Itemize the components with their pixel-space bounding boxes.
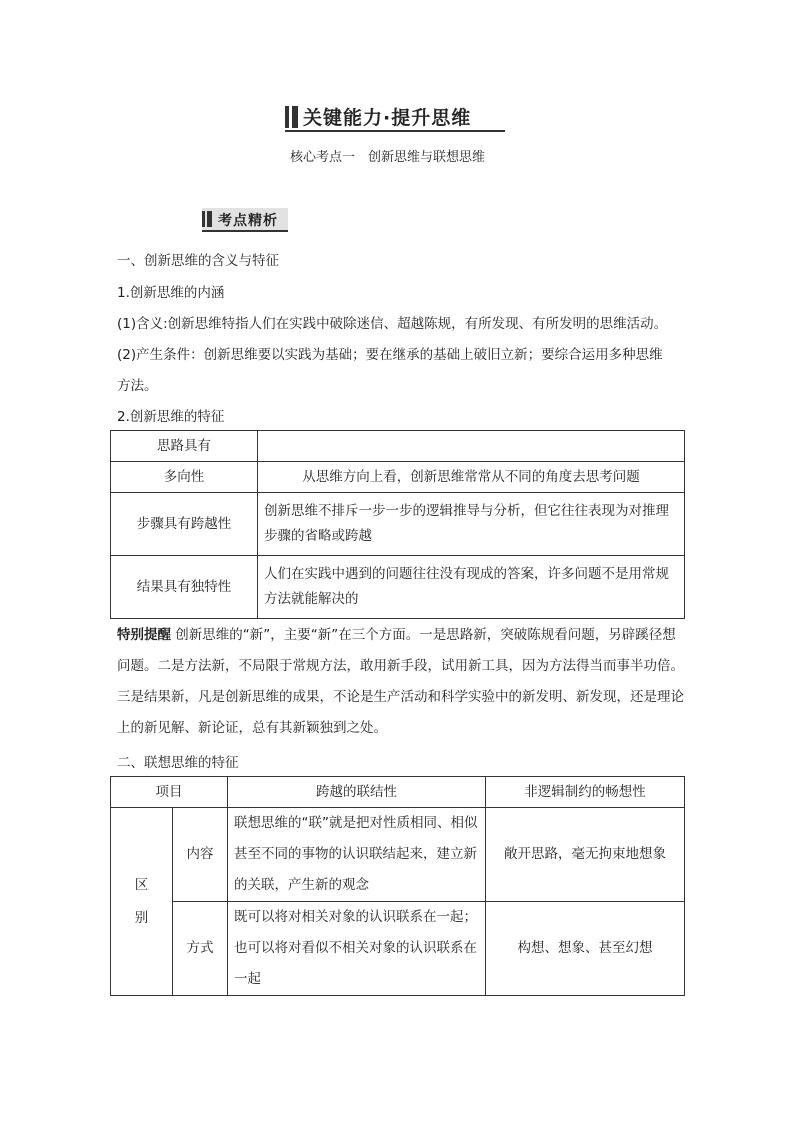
condition-text-line1: (2)产生条件：创新思维要以实践为基础；要在继承的基础上破旧立新；要综合运用多种思维	[117, 347, 663, 363]
table-cell-desc: 构想、想象、甚至幻想	[486, 902, 685, 996]
table-header-row	[111, 777, 685, 808]
table-cell-label: 思路具有	[111, 431, 258, 462]
table-cell-label: 方式	[173, 902, 228, 996]
subheading-1: 1.创新思维的内涵	[117, 285, 225, 301]
table-header-cell: 跨越的联结性	[228, 777, 486, 808]
table-cell-desc	[258, 431, 685, 462]
tip-paragraph	[117, 620, 687, 744]
section-banner	[202, 208, 288, 232]
table-header-cell: 非逻辑制约的畅想性	[486, 777, 685, 808]
table-cell-desc: 从思维方向上看，创新思维常常从不同的角度去思考问题	[258, 462, 685, 493]
section-heading-2: 二、联想思维的特征	[117, 755, 239, 771]
page-title-banner	[285, 102, 505, 132]
definition-text: (1)含义:创新思维特指人们在实践中破除迷信、超越陈规，有所发现、有所发明的思维活动。	[117, 316, 668, 332]
table-row	[111, 808, 685, 902]
table-row	[111, 556, 685, 619]
title-decor-bar	[285, 106, 289, 128]
condition-text-line2: 方法。	[117, 378, 158, 394]
table-row	[111, 431, 685, 462]
table-cell-desc: 联想思维的“联”就是把对性质相同、相似甚至不同的事物的认识联结起来，建立新的关联，产生新的观念	[228, 808, 486, 902]
tip-label: 特别提醒	[117, 627, 171, 643]
table-cell-desc: 敞开思路，毫无拘束地想象	[486, 808, 685, 902]
table-header-cell: 项目	[111, 777, 228, 808]
tip-text: 创新思维的“新”，主要“新”在三个方面。一是思路新，突破陈规看问题，另辟蹊径想问题。二是方法新，不局限于常规方法，敢用新手段，试用新工具，因为方法得当而事半功倍。三是结果新，凡是创新思维的成果，不论是生产活动和科学实验中的新发明、新发现，还是理论上的新见解、新论证，总有其新颖独到之处。	[117, 627, 684, 736]
table-row	[111, 493, 685, 556]
group-label-char: 区	[134, 876, 149, 893]
table-row	[111, 462, 685, 493]
table-cell-desc: 创新思维不排斥一步一步的逻辑推导与分析，但它往往表现为对推理步骤的省略或跨越	[258, 493, 685, 556]
title-decor-bar	[292, 106, 298, 128]
banner-decor-bar	[202, 211, 205, 227]
features-table	[110, 430, 685, 619]
table-row	[111, 902, 685, 996]
table-cell-desc: 既可以将对相关对象的认识联系在一起；也可以将对看似不相关对象的认识联系在一起	[228, 902, 486, 996]
table-cell-label: 内容	[173, 808, 228, 902]
table-cell-label: 多向性	[111, 462, 258, 493]
table-cell-desc: 人们在实践中遇到的问题往往没有现成的答案，许多问题不是用常规方法就能解决的	[258, 556, 685, 619]
table-cell-label: 步骤具有跨越性	[111, 493, 258, 556]
group-label-char: 别	[134, 909, 149, 926]
subheading-2: 2.创新思维的特征	[117, 409, 225, 425]
section-banner-label: 考点精析	[218, 213, 278, 229]
section-heading-1: 一、创新思维的含义与特征	[117, 253, 279, 269]
page-subtitle: 核心考点一 创新思维与联想思维	[290, 150, 486, 165]
page-title: 关键能力·提升思维	[303, 107, 472, 129]
table-group-cell	[111, 808, 173, 996]
association-table	[110, 776, 685, 996]
banner-decor-bar	[207, 211, 212, 227]
table-cell-label: 结果具有独特性	[111, 556, 258, 619]
